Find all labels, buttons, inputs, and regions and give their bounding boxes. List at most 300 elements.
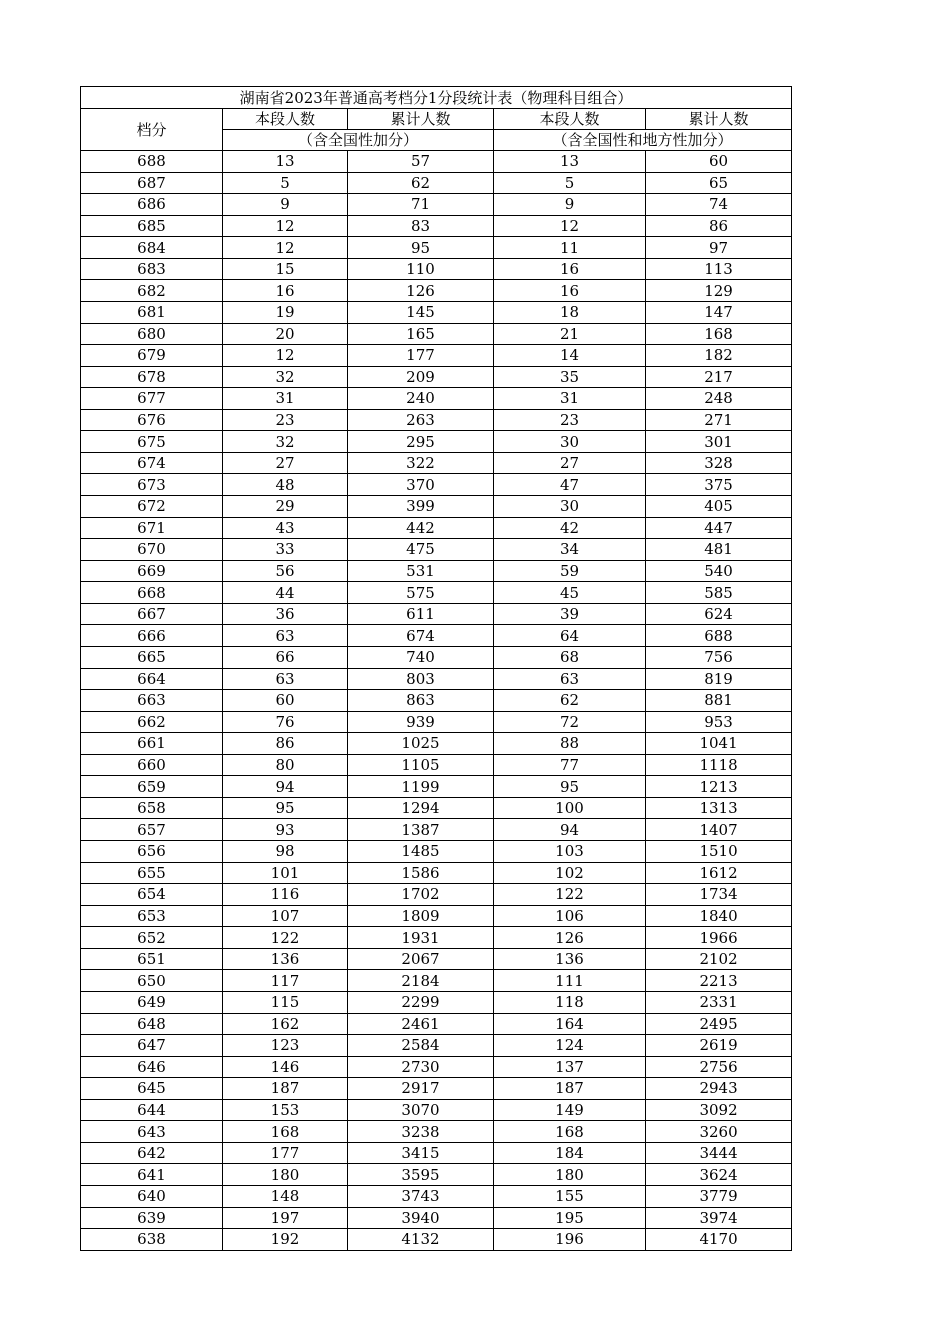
cell-cumulative-count-2: 328 [646, 452, 792, 474]
cell-cumulative-count-2: 1407 [646, 819, 792, 841]
cell-segment-count-1: 32 [223, 366, 348, 388]
cell-cumulative-count-2: 271 [646, 409, 792, 431]
cell-score: 660 [81, 754, 223, 776]
cell-score: 681 [81, 301, 223, 323]
cell-cumulative-count-2: 2331 [646, 991, 792, 1013]
table-row [81, 603, 792, 625]
cell-segment-count-2: 5 [494, 172, 646, 194]
cell-cumulative-count-2: 881 [646, 690, 792, 712]
cell-segment-count-1: 9 [223, 194, 348, 216]
header-score: 档分 [81, 109, 223, 151]
cell-score: 667 [81, 603, 223, 625]
table-row [81, 1013, 792, 1035]
cell-score: 674 [81, 452, 223, 474]
cell-segment-count-1: 192 [223, 1229, 348, 1251]
table-row [81, 819, 792, 841]
cell-segment-count-1: 101 [223, 862, 348, 884]
cell-segment-count-2: 164 [494, 1013, 646, 1035]
cell-cumulative-count-1: 531 [348, 560, 494, 582]
table-row [81, 1121, 792, 1143]
cell-cumulative-count-1: 1294 [348, 797, 494, 819]
cell-segment-count-2: 45 [494, 582, 646, 604]
table-row [81, 625, 792, 647]
cell-score: 680 [81, 323, 223, 345]
cell-score: 676 [81, 409, 223, 431]
cell-score: 653 [81, 905, 223, 927]
cell-score: 646 [81, 1056, 223, 1078]
cell-score: 687 [81, 172, 223, 194]
cell-cumulative-count-2: 1734 [646, 884, 792, 906]
cell-segment-count-2: 103 [494, 841, 646, 863]
cell-segment-count-1: 44 [223, 582, 348, 604]
cell-cumulative-count-2: 2756 [646, 1056, 792, 1078]
cell-cumulative-count-2: 953 [646, 711, 792, 733]
cell-segment-count-2: 77 [494, 754, 646, 776]
cell-cumulative-count-2: 756 [646, 646, 792, 668]
cell-segment-count-2: 111 [494, 970, 646, 992]
cell-cumulative-count-2: 481 [646, 539, 792, 561]
cell-segment-count-2: 21 [494, 323, 646, 345]
cell-segment-count-2: 100 [494, 797, 646, 819]
header-segment-count-2: 本段人数 [494, 109, 646, 130]
cell-score: 649 [81, 991, 223, 1013]
cell-cumulative-count-2: 2102 [646, 948, 792, 970]
cell-score: 678 [81, 366, 223, 388]
cell-score: 642 [81, 1142, 223, 1164]
cell-segment-count-1: 19 [223, 301, 348, 323]
cell-segment-count-1: 56 [223, 560, 348, 582]
cell-cumulative-count-1: 1199 [348, 776, 494, 798]
cell-cumulative-count-1: 1025 [348, 733, 494, 755]
cell-segment-count-2: 64 [494, 625, 646, 647]
cell-score: 645 [81, 1078, 223, 1100]
cell-score: 656 [81, 841, 223, 863]
table-row [81, 301, 792, 323]
cell-segment-count-2: 16 [494, 258, 646, 280]
cell-cumulative-count-2: 301 [646, 431, 792, 453]
cell-segment-count-2: 47 [494, 474, 646, 496]
cell-score: 673 [81, 474, 223, 496]
cell-segment-count-1: 122 [223, 927, 348, 949]
cell-segment-count-2: 39 [494, 603, 646, 625]
cell-score: 688 [81, 151, 223, 173]
cell-segment-count-2: 137 [494, 1056, 646, 1078]
cell-segment-count-1: 12 [223, 345, 348, 367]
cell-segment-count-1: 148 [223, 1186, 348, 1208]
table-row [81, 668, 792, 690]
cell-segment-count-2: 23 [494, 409, 646, 431]
cell-score: 658 [81, 797, 223, 819]
cell-cumulative-count-2: 447 [646, 517, 792, 539]
cell-score: 668 [81, 582, 223, 604]
cell-segment-count-1: 146 [223, 1056, 348, 1078]
cell-score: 648 [81, 1013, 223, 1035]
cell-cumulative-count-2: 129 [646, 280, 792, 302]
cell-cumulative-count-1: 575 [348, 582, 494, 604]
cell-segment-count-1: 33 [223, 539, 348, 561]
cell-segment-count-1: 15 [223, 258, 348, 280]
cell-segment-count-2: 95 [494, 776, 646, 798]
cell-cumulative-count-1: 1809 [348, 905, 494, 927]
cell-segment-count-1: 13 [223, 151, 348, 173]
cell-cumulative-count-2: 168 [646, 323, 792, 345]
table-row [81, 991, 792, 1013]
cell-cumulative-count-1: 295 [348, 431, 494, 453]
cell-cumulative-count-2: 2943 [646, 1078, 792, 1100]
table-row [81, 1099, 792, 1121]
cell-cumulative-count-1: 3743 [348, 1186, 494, 1208]
cell-segment-count-2: 72 [494, 711, 646, 733]
cell-cumulative-count-2: 1612 [646, 862, 792, 884]
cell-cumulative-count-1: 263 [348, 409, 494, 431]
cell-cumulative-count-1: 803 [348, 668, 494, 690]
cell-segment-count-1: 136 [223, 948, 348, 970]
cell-score: 651 [81, 948, 223, 970]
cell-cumulative-count-2: 585 [646, 582, 792, 604]
header-cumulative-count-1: 累计人数 [348, 109, 494, 130]
cell-segment-count-2: 30 [494, 431, 646, 453]
cell-cumulative-count-2: 3444 [646, 1142, 792, 1164]
cell-segment-count-1: 98 [223, 841, 348, 863]
cell-cumulative-count-2: 2213 [646, 970, 792, 992]
cell-segment-count-1: 123 [223, 1035, 348, 1057]
cell-segment-count-1: 63 [223, 625, 348, 647]
table-row [81, 1142, 792, 1164]
table-row [81, 172, 792, 194]
table-row [81, 452, 792, 474]
cell-score: 685 [81, 215, 223, 237]
table-row [81, 733, 792, 755]
cell-segment-count-2: 196 [494, 1229, 646, 1251]
cell-segment-count-2: 118 [494, 991, 646, 1013]
cell-segment-count-1: 23 [223, 409, 348, 431]
cell-cumulative-count-1: 71 [348, 194, 494, 216]
table-row [81, 797, 792, 819]
cell-segment-count-2: 124 [494, 1035, 646, 1057]
cell-score: 662 [81, 711, 223, 733]
cell-score: 671 [81, 517, 223, 539]
cell-cumulative-count-2: 3260 [646, 1121, 792, 1143]
cell-segment-count-2: 27 [494, 452, 646, 474]
cell-cumulative-count-2: 3974 [646, 1207, 792, 1229]
table-row [81, 841, 792, 863]
cell-cumulative-count-1: 475 [348, 539, 494, 561]
cell-score: 644 [81, 1099, 223, 1121]
column-header-row [81, 109, 792, 130]
cell-cumulative-count-1: 1702 [348, 884, 494, 906]
cell-cumulative-count-1: 83 [348, 215, 494, 237]
cell-cumulative-count-1: 740 [348, 646, 494, 668]
cell-segment-count-1: 95 [223, 797, 348, 819]
cell-score: 650 [81, 970, 223, 992]
cell-score: 683 [81, 258, 223, 280]
cell-segment-count-1: 94 [223, 776, 348, 798]
cell-segment-count-1: 177 [223, 1142, 348, 1164]
cell-cumulative-count-1: 370 [348, 474, 494, 496]
cell-segment-count-1: 12 [223, 215, 348, 237]
cell-segment-count-2: 106 [494, 905, 646, 927]
table-row [81, 151, 792, 173]
table-row [81, 517, 792, 539]
cell-cumulative-count-2: 2619 [646, 1035, 792, 1057]
cell-cumulative-count-2: 3779 [646, 1186, 792, 1208]
cell-segment-count-1: 63 [223, 668, 348, 690]
cell-score: 659 [81, 776, 223, 798]
cell-segment-count-2: 155 [494, 1186, 646, 1208]
cell-segment-count-1: 86 [223, 733, 348, 755]
cell-cumulative-count-1: 1387 [348, 819, 494, 841]
cell-segment-count-1: 36 [223, 603, 348, 625]
table-row [81, 409, 792, 431]
cell-segment-count-2: 13 [494, 151, 646, 173]
cell-segment-count-1: 116 [223, 884, 348, 906]
cell-segment-count-2: 35 [494, 366, 646, 388]
cell-segment-count-2: 59 [494, 560, 646, 582]
cell-cumulative-count-1: 165 [348, 323, 494, 345]
cell-segment-count-2: 94 [494, 819, 646, 841]
cell-score: 677 [81, 388, 223, 410]
cell-cumulative-count-1: 95 [348, 237, 494, 259]
cell-segment-count-2: 122 [494, 884, 646, 906]
table-row [81, 323, 792, 345]
table-row [81, 1035, 792, 1057]
cell-segment-count-1: 20 [223, 323, 348, 345]
cell-cumulative-count-2: 97 [646, 237, 792, 259]
table-row [81, 582, 792, 604]
cell-cumulative-count-2: 1966 [646, 927, 792, 949]
table-title: 湖南省2023年普通高考档分1分段统计表（物理科目组合） [81, 87, 792, 109]
cell-cumulative-count-1: 399 [348, 496, 494, 518]
cell-segment-count-2: 63 [494, 668, 646, 690]
table-row [81, 280, 792, 302]
cell-segment-count-1: 66 [223, 646, 348, 668]
cell-score: 670 [81, 539, 223, 561]
table-row [81, 1164, 792, 1186]
cell-cumulative-count-1: 209 [348, 366, 494, 388]
cell-cumulative-count-1: 442 [348, 517, 494, 539]
score-distribution-table [80, 86, 792, 1251]
cell-score: 638 [81, 1229, 223, 1251]
cell-cumulative-count-1: 863 [348, 690, 494, 712]
cell-segment-count-2: 102 [494, 862, 646, 884]
cell-segment-count-2: 68 [494, 646, 646, 668]
cell-score: 640 [81, 1186, 223, 1208]
cell-cumulative-count-1: 2730 [348, 1056, 494, 1078]
cell-segment-count-1: 80 [223, 754, 348, 776]
table-row [81, 539, 792, 561]
table-row [81, 927, 792, 949]
cell-cumulative-count-2: 688 [646, 625, 792, 647]
cell-segment-count-1: 168 [223, 1121, 348, 1143]
cell-segment-count-2: 149 [494, 1099, 646, 1121]
cell-cumulative-count-1: 2184 [348, 970, 494, 992]
cell-segment-count-1: 5 [223, 172, 348, 194]
cell-score: 655 [81, 862, 223, 884]
cell-score: 684 [81, 237, 223, 259]
cell-cumulative-count-2: 113 [646, 258, 792, 280]
table-row [81, 194, 792, 216]
cell-segment-count-2: 12 [494, 215, 646, 237]
cell-cumulative-count-1: 3070 [348, 1099, 494, 1121]
cell-segment-count-1: 180 [223, 1164, 348, 1186]
cell-cumulative-count-1: 611 [348, 603, 494, 625]
cell-segment-count-1: 93 [223, 819, 348, 841]
cell-cumulative-count-1: 110 [348, 258, 494, 280]
cell-segment-count-2: 136 [494, 948, 646, 970]
cell-cumulative-count-2: 4170 [646, 1229, 792, 1251]
cell-segment-count-1: 60 [223, 690, 348, 712]
cell-cumulative-count-2: 1041 [646, 733, 792, 755]
cell-segment-count-1: 48 [223, 474, 348, 496]
cell-cumulative-count-2: 1313 [646, 797, 792, 819]
cell-cumulative-count-2: 819 [646, 668, 792, 690]
cell-score: 669 [81, 560, 223, 582]
table-row [81, 776, 792, 798]
table-title-row [81, 87, 792, 109]
header-cumulative-count-2: 累计人数 [646, 109, 792, 130]
cell-cumulative-count-2: 147 [646, 301, 792, 323]
cell-segment-count-1: 12 [223, 237, 348, 259]
cell-score: 666 [81, 625, 223, 647]
cell-segment-count-1: 115 [223, 991, 348, 1013]
cell-segment-count-2: 195 [494, 1207, 646, 1229]
cell-cumulative-count-1: 62 [348, 172, 494, 194]
table-row [81, 1078, 792, 1100]
cell-cumulative-count-1: 2461 [348, 1013, 494, 1035]
cell-segment-count-1: 29 [223, 496, 348, 518]
header-segment-count-1: 本段人数 [223, 109, 348, 130]
cell-score: 641 [81, 1164, 223, 1186]
cell-segment-count-2: 62 [494, 690, 646, 712]
cell-cumulative-count-1: 2299 [348, 991, 494, 1013]
cell-segment-count-2: 34 [494, 539, 646, 561]
cell-score: 663 [81, 690, 223, 712]
table-row [81, 884, 792, 906]
cell-score: 672 [81, 496, 223, 518]
cell-cumulative-count-1: 2917 [348, 1078, 494, 1100]
cell-cumulative-count-1: 3415 [348, 1142, 494, 1164]
cell-cumulative-count-2: 248 [646, 388, 792, 410]
table-row [81, 646, 792, 668]
cell-cumulative-count-2: 375 [646, 474, 792, 496]
cell-cumulative-count-2: 1840 [646, 905, 792, 927]
cell-score: 675 [81, 431, 223, 453]
table-row [81, 474, 792, 496]
cell-segment-count-2: 11 [494, 237, 646, 259]
cell-segment-count-1: 32 [223, 431, 348, 453]
cell-cumulative-count-2: 217 [646, 366, 792, 388]
table-row [81, 388, 792, 410]
table-row [81, 1056, 792, 1078]
header-note-2: （含全国性和地方性加分） [494, 130, 792, 151]
table-row [81, 948, 792, 970]
cell-cumulative-count-1: 2067 [348, 948, 494, 970]
cell-cumulative-count-1: 4132 [348, 1229, 494, 1251]
cell-score: 661 [81, 733, 223, 755]
cell-cumulative-count-1: 1931 [348, 927, 494, 949]
table-body [81, 151, 792, 1251]
table-row [81, 690, 792, 712]
cell-segment-count-1: 76 [223, 711, 348, 733]
cell-score: 657 [81, 819, 223, 841]
table-row [81, 345, 792, 367]
cell-segment-count-2: 88 [494, 733, 646, 755]
cell-cumulative-count-2: 60 [646, 151, 792, 173]
cell-score: 652 [81, 927, 223, 949]
table-row [81, 754, 792, 776]
cell-score: 686 [81, 194, 223, 216]
cell-segment-count-1: 43 [223, 517, 348, 539]
cell-segment-count-1: 187 [223, 1078, 348, 1100]
cell-score: 654 [81, 884, 223, 906]
cell-cumulative-count-1: 1105 [348, 754, 494, 776]
cell-segment-count-2: 126 [494, 927, 646, 949]
cell-cumulative-count-1: 939 [348, 711, 494, 733]
header-note-1: （含全国性加分） [223, 130, 494, 151]
cell-cumulative-count-2: 1118 [646, 754, 792, 776]
cell-cumulative-count-2: 182 [646, 345, 792, 367]
table-row [81, 215, 792, 237]
cell-score: 682 [81, 280, 223, 302]
cell-cumulative-count-2: 624 [646, 603, 792, 625]
cell-cumulative-count-1: 145 [348, 301, 494, 323]
table-row [81, 1229, 792, 1251]
cell-cumulative-count-2: 3092 [646, 1099, 792, 1121]
table-row [81, 496, 792, 518]
cell-cumulative-count-1: 126 [348, 280, 494, 302]
table-row [81, 366, 792, 388]
table-row [81, 905, 792, 927]
cell-segment-count-2: 184 [494, 1142, 646, 1164]
cell-segment-count-1: 162 [223, 1013, 348, 1035]
table-row [81, 970, 792, 992]
cell-score: 665 [81, 646, 223, 668]
table-row [81, 1207, 792, 1229]
cell-score: 647 [81, 1035, 223, 1057]
cell-cumulative-count-1: 3940 [348, 1207, 494, 1229]
table-row [81, 711, 792, 733]
cell-cumulative-count-1: 3595 [348, 1164, 494, 1186]
cell-segment-count-2: 9 [494, 194, 646, 216]
cell-segment-count-1: 153 [223, 1099, 348, 1121]
cell-cumulative-count-2: 74 [646, 194, 792, 216]
table-row [81, 1186, 792, 1208]
cell-score: 639 [81, 1207, 223, 1229]
cell-cumulative-count-1: 177 [348, 345, 494, 367]
cell-segment-count-2: 14 [494, 345, 646, 367]
cell-segment-count-1: 16 [223, 280, 348, 302]
cell-cumulative-count-2: 3624 [646, 1164, 792, 1186]
cell-score: 664 [81, 668, 223, 690]
cell-cumulative-count-1: 2584 [348, 1035, 494, 1057]
cell-cumulative-count-2: 65 [646, 172, 792, 194]
table-row [81, 237, 792, 259]
cell-cumulative-count-1: 674 [348, 625, 494, 647]
cell-cumulative-count-2: 1510 [646, 841, 792, 863]
table-row [81, 431, 792, 453]
table-row [81, 862, 792, 884]
cell-segment-count-1: 27 [223, 452, 348, 474]
cell-segment-count-2: 187 [494, 1078, 646, 1100]
cell-segment-count-2: 42 [494, 517, 646, 539]
table-row [81, 258, 792, 280]
cell-cumulative-count-2: 86 [646, 215, 792, 237]
cell-segment-count-1: 117 [223, 970, 348, 992]
cell-segment-count-2: 30 [494, 496, 646, 518]
cell-segment-count-2: 16 [494, 280, 646, 302]
cell-score: 643 [81, 1121, 223, 1143]
cell-cumulative-count-2: 405 [646, 496, 792, 518]
